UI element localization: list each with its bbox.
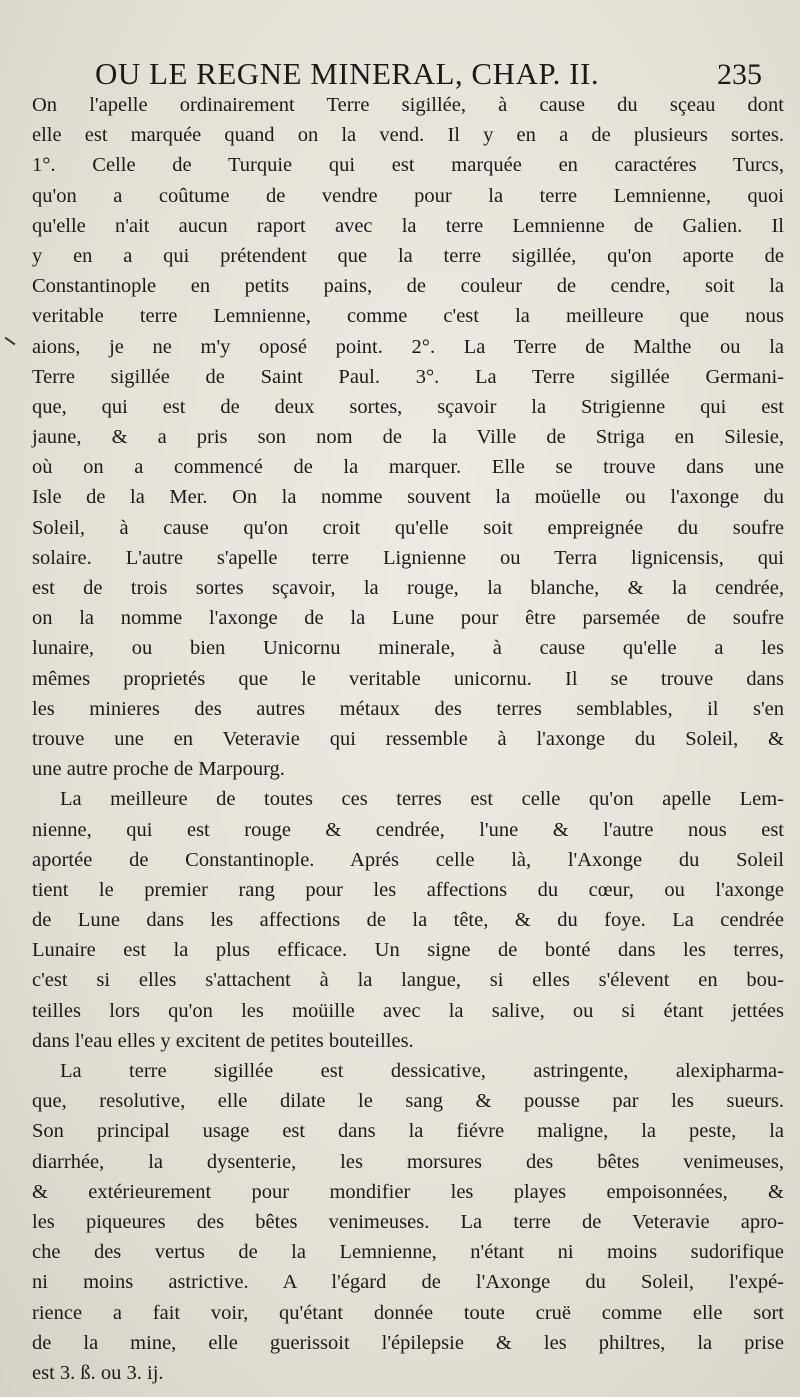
text-line: aions, je ne m'y oposé point. 2°. La Terre de Malthe ou la	[32, 335, 784, 358]
text-line: diarrhée, la dysenterie, les morsures des bêtes venimeuses,	[32, 1150, 784, 1173]
text-line: ni moins astrictive. A l'égard de l'Axonge du Soleil, l'expé-	[32, 1271, 784, 1294]
text-line: c'est si elles s'attachent à la langue, si elles s'élevent en bou-	[32, 969, 784, 992]
text-line: les minieres des autres métaux des terres semblables, il s'en	[32, 697, 784, 720]
text-line: La terre sigillée est dessicative, astringente, alexipharma-	[60, 1060, 784, 1082]
text-line: que, resolutive, elle dilate le sang & pousse par les sueurs.	[32, 1090, 784, 1113]
body-text	[32, 90, 784, 1388]
page-number: 235	[717, 58, 762, 91]
text-line: solaire. L'autre s'apelle terre Lignienne ou Terra lignicensis, qui	[32, 546, 784, 569]
text-line: teilles lors qu'on les moüille avec la salive, ou si étant jettées	[32, 999, 784, 1022]
text-line: La meilleure de toutes ces terres est celle qu'on apelle Lem-	[60, 788, 784, 811]
text-line: jaune, & a pris son nom de la Ville de Striga en Silesie,	[32, 426, 784, 449]
text-line: aportée de Constantinople. Aprés celle là, l'Axonge du Soleil	[32, 848, 784, 871]
text-line: est 3. ß. ou 3. ij.	[32, 1361, 164, 1384]
text-line: Terre sigillée de Saint Paul. 3°. La Terre sigillée Germani-	[32, 365, 784, 388]
text-line: qu'on a coûtume de vendre pour la terre Lemnienne, quoi	[32, 184, 784, 207]
text-line: dans l'eau elles y excitent de petites bouteilles.	[32, 1029, 414, 1052]
margin-mark	[5, 337, 16, 346]
text-line: veritable terre Lemnienne, comme c'est la meilleure que nous	[32, 305, 784, 328]
text-line: où on a commencé de la marquer. Elle se trouve dans une	[32, 456, 784, 479]
text-line: trouve une en Veteravie qui ressemble à l'axonge du Soleil, &	[32, 727, 784, 750]
text-line: que, qui est de deux sortes, sçavoir la Strigienne qui est	[32, 395, 784, 418]
text-line: Son principal usage est dans la fiévre maligne, la peste, la	[32, 1120, 784, 1143]
running-head: OU LE REGNE MINERAL, CHAP. II.	[95, 56, 600, 91]
text-line: On l'apelle ordinairement Terre sigillée, à cause du sçeau dont	[32, 94, 784, 116]
text-line: de Lune dans les affections de la tête, & du foye. La cendrée	[32, 909, 784, 932]
text-line: Constantinople en petits pains, de couleur de cendre, soit la	[32, 275, 784, 298]
text-line: Isle de la Mer. On la nomme souvent la moüelle ou l'axonge du	[32, 486, 784, 509]
text-line: mêmes proprietés que le veritable unicornu. Il se trouve dans	[32, 667, 784, 690]
text-line: qu'elle n'ait aucun raport avec la terre Lemnienne de Galien. Il	[32, 214, 784, 237]
text-line: de la mine, elle guerissoit l'épilepsie & les philtres, la prise	[32, 1331, 784, 1354]
text-line: che des vertus de la Lemnienne, n'étant ni moins sudorifique	[32, 1241, 784, 1264]
text-line: rience a fait voir, qu'étant donnée toute cruë comme elle sort	[32, 1301, 784, 1324]
text-line: tient le premier rang pour les affections du cœur, ou l'axonge	[32, 878, 784, 901]
text-line: 1°. Celle de Turquie qui est marquée en caractéres Turcs,	[32, 154, 784, 177]
text-line: elle est marquée quand on la vend. Il y en a de plusieurs sortes.	[32, 124, 784, 147]
text-line: une autre proche de Marpourg.	[32, 758, 285, 781]
text-line: les piqueures des bêtes venimeuses. La terre de Veteravie apro-	[32, 1210, 784, 1233]
text-line: est de trois sortes sçavoir, la rouge, la blanche, & la cendrée,	[32, 577, 784, 599]
text-line: nienne, qui est rouge & cendrée, l'une & l'autre nous est	[32, 818, 784, 841]
text-line: on la nomme l'axonge de la Lune pour être parsemée de soufre	[32, 607, 784, 630]
text-line: Soleil, à cause qu'on croit qu'elle soit empreignée du soufre	[32, 516, 784, 539]
text-line: & extérieurement pour mondifier les playes empoisonnées, &	[32, 1180, 784, 1203]
text-line: lunaire, ou bien Unicornu minerale, à cause qu'elle a les	[32, 637, 784, 660]
text-line: Lunaire est la plus efficace. Un signe de bonté dans les terres,	[32, 939, 784, 962]
text-line: y en a qui prétendent que la terre sigillée, qu'on aporte de	[32, 244, 784, 267]
